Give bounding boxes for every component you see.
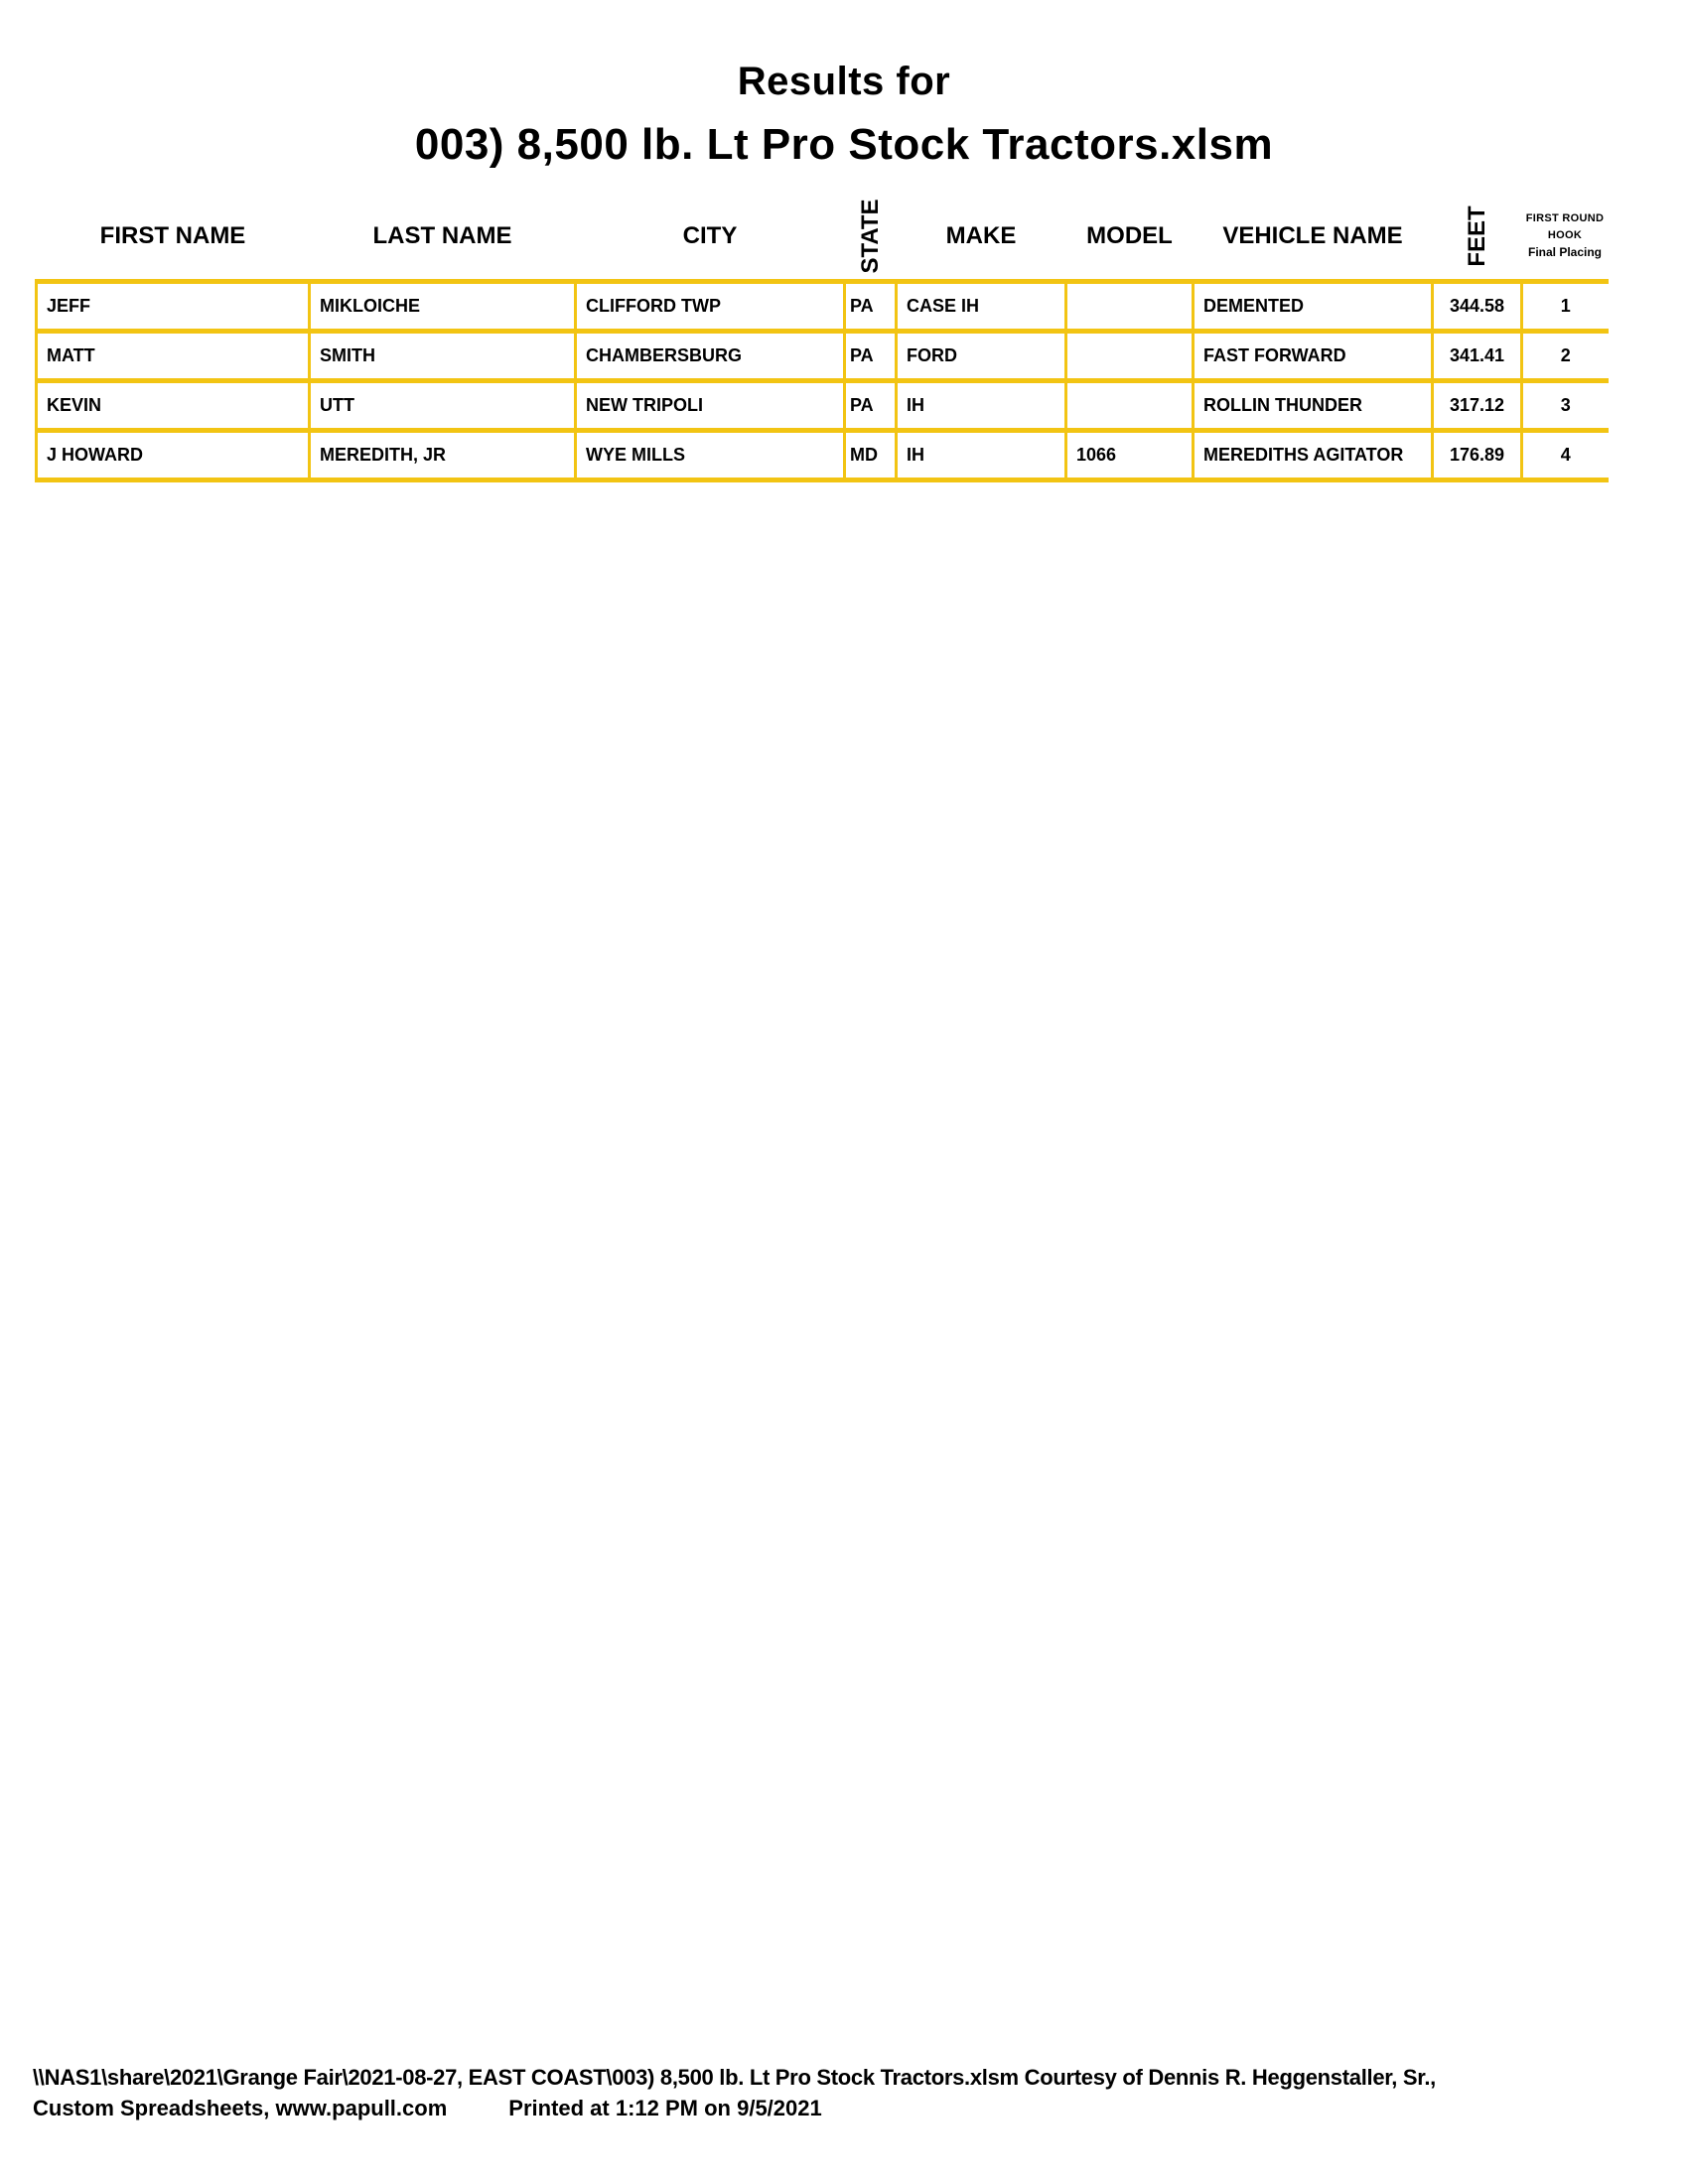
cell-make: IH	[897, 430, 1066, 479]
column-header-feet	[1433, 194, 1522, 281]
cell-feet: 344.58	[1433, 281, 1522, 331]
table-row	[37, 331, 1609, 380]
cell-state: PA	[845, 331, 897, 380]
cell-feet: 176.89	[1433, 430, 1522, 479]
cell-feet: 341.41	[1433, 331, 1522, 380]
results-table	[35, 194, 1609, 482]
footer-credits-line	[33, 2094, 1661, 2123]
table-row	[37, 281, 1609, 331]
cell-feet: 317.12	[1433, 380, 1522, 430]
column-header-make-label: MAKE	[945, 221, 1017, 249]
column-header-first-name-label: FIRST NAME	[99, 221, 246, 249]
cell-city: CHAMBERSBURG	[576, 331, 845, 380]
page-title-results-for: Results for	[737, 60, 951, 103]
table-row	[37, 430, 1609, 479]
cell-state: MD	[845, 430, 897, 479]
column-header-first-round-hook	[1522, 194, 1609, 281]
cell-model	[1066, 331, 1194, 380]
cell-first-name: KEVIN	[37, 380, 310, 430]
column-header-hook-line3: Final Placing	[1527, 245, 1602, 260]
page-title	[0, 62, 1688, 167]
column-header-feet-label: FEET	[1463, 205, 1490, 267]
footer-file-path: \\NAS1\share\2021\Grange Fair\2021-08-27, EAST COAST\003) 8,500 lb. Lt Pro Stock Tractors.xlsm Courtesy of Dennis R. Heggenstaller, Sr.,	[33, 2065, 1436, 2090]
cell-make: CASE IH	[897, 281, 1066, 331]
column-header-model	[1066, 194, 1194, 281]
cell-last-name: MEREDITH, JR	[310, 430, 576, 479]
cell-placing: 3	[1522, 380, 1609, 430]
footer-custom-spreadsheets: Custom Spreadsheets, www.papull.com	[33, 2096, 448, 2120]
page-title-class-filename: 003) 8,500 lb. Lt Pro Stock Tractors.xlsm	[414, 120, 1274, 169]
cell-model	[1066, 281, 1194, 331]
cell-placing: 2	[1522, 331, 1609, 380]
column-header-first-name	[37, 194, 310, 281]
cell-vehicle-name: FAST FORWARD	[1194, 331, 1433, 380]
cell-first-name: JEFF	[37, 281, 310, 331]
cell-make: IH	[897, 380, 1066, 430]
column-header-last-name	[310, 194, 576, 281]
column-header-city-label: CITY	[682, 221, 738, 249]
cell-placing: 1	[1522, 281, 1609, 331]
column-header-make	[897, 194, 1066, 281]
cell-state: PA	[845, 380, 897, 430]
cell-first-name: MATT	[37, 331, 310, 380]
column-header-vehicle-name-label: VEHICLE NAME	[1222, 221, 1403, 249]
footer-printed-timestamp: Printed at 1:12 PM on 9/5/2021	[508, 2096, 822, 2120]
cell-last-name: SMITH	[310, 331, 576, 380]
cell-last-name: UTT	[310, 380, 576, 430]
column-header-state-label: STATE	[856, 199, 884, 274]
cell-city: NEW TRIPOLI	[576, 380, 845, 430]
column-header-city	[576, 194, 845, 281]
cell-vehicle-name: DEMENTED	[1194, 281, 1433, 331]
cell-state: PA	[845, 281, 897, 331]
column-header-state	[845, 194, 897, 281]
table-row	[37, 380, 1609, 430]
cell-vehicle-name: MEREDITHS AGITATOR	[1194, 430, 1433, 479]
column-header-hook-line2: HOOK	[1547, 229, 1583, 242]
cell-make: FORD	[897, 331, 1066, 380]
column-header-last-name-label: LAST NAME	[372, 221, 512, 249]
page-footer	[33, 2063, 1661, 2123]
column-header-hook-line1: FIRST ROUND	[1525, 212, 1605, 225]
column-header-vehicle-name	[1194, 194, 1433, 281]
cell-first-name: J HOWARD	[37, 430, 310, 479]
column-header-hook-block	[1522, 210, 1609, 261]
cell-city: WYE MILLS	[576, 430, 845, 479]
cell-model	[1066, 380, 1194, 430]
cell-last-name: MIKLOICHE	[310, 281, 576, 331]
cell-model: 1066	[1066, 430, 1194, 479]
cell-placing: 4	[1522, 430, 1609, 479]
column-header-model-label: MODEL	[1086, 221, 1173, 249]
table-header-row	[37, 194, 1609, 281]
cell-vehicle-name: ROLLIN THUNDER	[1194, 380, 1433, 430]
cell-city: CLIFFORD TWP	[576, 281, 845, 331]
